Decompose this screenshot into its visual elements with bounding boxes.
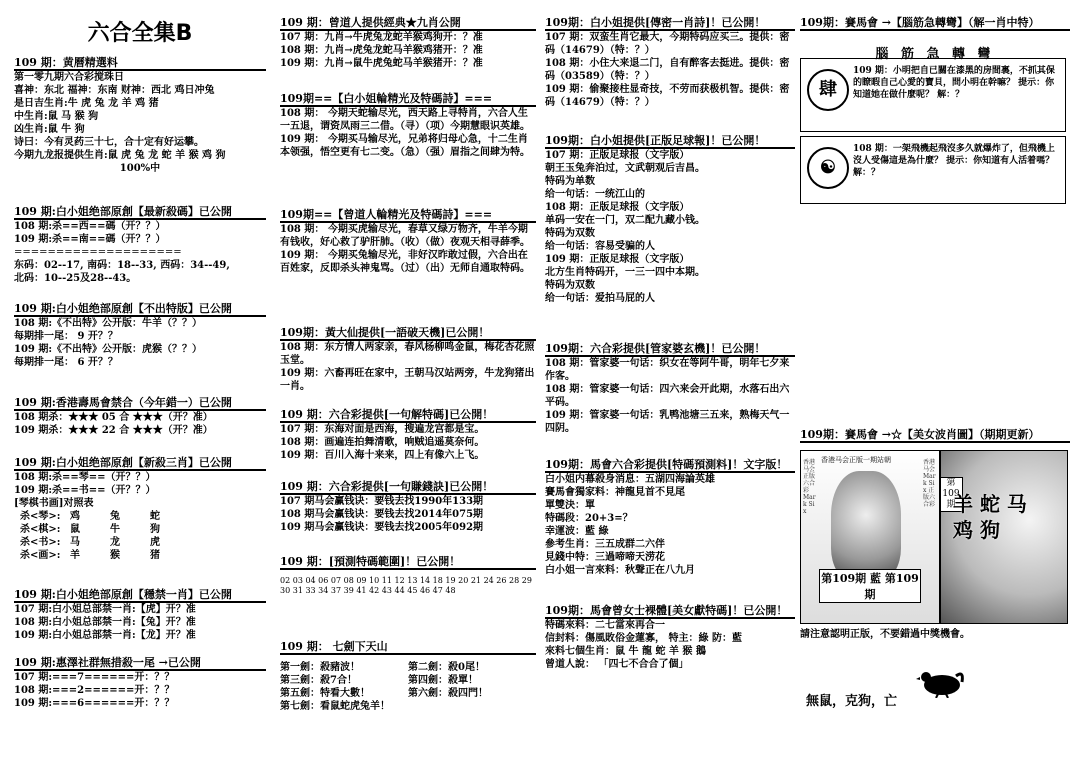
range-header: 109 期：[預測特碼範圍]！已公開！ — [280, 555, 536, 570]
poem1-section: 109期==【白小姐輪精光及特碼詩】=== 108 期： 今期天蛇输尽光，西天路上寻特肖，六合人生一五退，谓资凤雨三二借。（寻）（项）今期慧眼识英雄。 109 期： 今期买马输尽光，兄弟将归母心急，十二生肖本领强，悟空更有七二变。（急）（强）眉指之间肆为特。 — [280, 92, 536, 159]
zodiac-hint-text: 羊 蛇 马 鸡 狗 — [953, 492, 1027, 542]
no-special-header: 109 期:白小姐绝部原創【不出特版】已公開 — [14, 302, 266, 317]
poem3-section: 109期：黃大仙提供[一語破天機]已公開！ 108 期：东方情人两家亲，春风杨柳鸣金鼠，梅花杏花照玉堂。 109 期：六畜再旺在家中，王朝马汉站两旁，牛龙狗猪出一肖。 — [280, 326, 535, 392]
horse-section: 109期：馬會六合彩提供[特碼預測料]！文字版！ 白小姐内幕殺身消息：五湖四海論英雄 賽馬會獨家料：神龍見首不見尾 單雙決：單 特碼段：20+3=？ 幸運波：藍 綠 參考生肖：三五成群二六伴 見錢中特：三過啼啼天涝花 白小姐一言來料：秋聲正在八九月 — [545, 458, 795, 577]
seal-icon: 肆 — [807, 69, 849, 111]
poem1-header: 109期==【白小姐輪精光及特碼詩】=== — [280, 92, 536, 107]
beauty-poster-left: 香港马会正版一期站朝 香港马会 正版六合彩 Mark Six 香港马会 Mark Six 正版六合彩 第109期 藍 第109期 — [800, 450, 940, 624]
notice-section — [800, 628, 1070, 641]
beauty-poster-right — [940, 450, 1068, 624]
football-section: 109期：白小姐提供[正版足球報]！已公開！ 107 期：正版足球报（文字版） 朝王玉兔奔泊过，文武朝观后吉昌。 特码为单数 给一句话：一统江山的 108 期：正版足球报（文字版） 单码一安在一门，双二配九藏小钱。 特码为双数 给一句话：容易受骗的人 109 期：正版足球报（文字版） 北方生肖特码开，一三一四中本期。 特码为双数 给一句话：爱拍马屁的人 — [545, 134, 795, 305]
column-2 — [280, 0, 536, 763]
column-1 — [14, 0, 266, 763]
qin-qi-table: 杀<琴>: 鸡 兔 蛇 杀<棋>: 鼠 牛 狗 杀<书>: 马 龙 虎 杀<画>: 羊 猴 猪 — [20, 511, 160, 561]
calendar-section: 109 期：黄曆精選料 第一零九期六合彩搅珠日 喜神：东北 福神：东南 财神：西北 鸡日冲兔 是日吉生肖:牛 虎 兔 龙 羊 鸡 猪 中生肖:鼠 马 猴 狗 凶生肖:鼠 牛 狗 诗曰：今有灵药三十七，合十定有好运攀。 今期九龙报提供生肖:鼠 虎 兔 龙 蛇 羊 猴 鸡 狗 100%中 — [14, 56, 266, 175]
riddle-2-text: 108 期：一架飛機起飛沒多久就爆炸了，但飛機上沒人受傷這是為什麼？ 提示：你知道有人活着嗎？ 解：？ — [853, 144, 1055, 178]
issue-stamp: 第109期 — [940, 477, 963, 512]
horse-header: 109期：馬會六合彩提供[特碼預測料]！文字版！ — [545, 458, 795, 473]
riddle-card-1 — [800, 58, 1066, 132]
issue-wave-label: 第109期 藍 第109期 — [819, 569, 921, 603]
yin-yang-icon: ☯ — [807, 147, 849, 189]
sword-header: 109 期： 七劍下天山 — [280, 640, 536, 655]
beauty-header: 109期：賽馬會 →☆【美女波肖圖】（期期更新） — [800, 428, 1070, 443]
nude-header: 109期：馬會曾女士裸體[美女獻特碼]！已公開！ — [545, 604, 795, 619]
money-header: 109 期：六合彩提供[一句賺錢訣]已公開！ — [280, 480, 536, 495]
kill-wave-header: 109 期:白小姐绝部原創【最新殺碼】已公開 — [14, 205, 266, 220]
hk-horse-section: 109 期:香港壽馬會禁合（今年錯一）已公開 108 期杀：★★★ 05 合 ★★★（开？准） 109 期杀：★★★ 22 合 ★★★（开？准） — [14, 396, 266, 437]
kill-wave-section: 109 期:白小姐绝部原創【最新殺碼】已公開 108 期:杀==西==碼（开？？） 109 期:杀==南==碼（开？？） ==================== 东码：02--17, 南码：18--33, 西码：34--49, 北码：10--25及28--43。 — [14, 205, 266, 285]
forbidden-header: 109 期:白小姐绝部原創【穩禁一肖】已公開 — [14, 588, 266, 603]
nude-section: 109期：馬會曾女士裸體[美女獻特碼]！已公開！ 特碼來料：二七當來再合一 信封料：傷風敗俗金蓮寡， 特主：綠 防：藍 來料七個生肖：鼠 牛 龍 蛇 羊 猴 鵝 曾道人說： 「四七不合合了個」 — [545, 604, 795, 671]
column-4 — [800, 0, 1070, 763]
money-section: 109 期：六合彩提供[一句賺錢訣]已公開！ 107 期马会赢钱诀：要钱去找1990年133期 108 期马会赢钱诀：要钱去找2014年075期 109 期马会赢钱诀：要钱去找2005年092期 — [280, 480, 536, 534]
range-section — [280, 555, 536, 596]
kill-three-section: 109 期:白小姐绝部原創【新殺三肖】已公開 108 期:杀==琴==（开？？） 109 期:杀==书==（开？？） [琴棋书画]对照表 杀<琴>: 鸡 兔 蛇 杀<棋>: 鼠 牛 狗 杀<书>: 马 龙 虎 杀<画>: 羊 猴 猪 — [14, 456, 266, 562]
range-numbers: 02 03 04 06 07 08 09 10 11 12 13 14 18 19 20 21 24 26 28 29 30 31 33 34 37 39 41 42 43 44 45 46 47 48 — [280, 576, 532, 595]
granny-header: 109期：六合彩提供[管家婆玄機]！已公開！ — [545, 342, 795, 357]
page-title: 六合全集B — [87, 21, 193, 46]
poem2-section: 109期==【曾道人輪精光及特碼詩】=== 108 期： 今期买虎输尽光，春草又绿万物齐，牛羊今期有钱收，好心救了驴肝肺。（收）（做）夜观天相寻薛季。 109 期： 今期买兔输尽光，非好汉昨敢过假，六合出在百姓家，反即杀头神鬼骂。（过）（出）无师自通取特码。 — [280, 208, 536, 275]
tail-section: 109 期:惠澤社群無措殺一尾 →已公開 107 期:===7======开：？？ 108 期:===2======开：？？ 109 期:===6======开：？？ — [14, 656, 266, 710]
portrait-image — [831, 471, 901, 581]
hk-horse-header: 109 期:香港壽馬會禁合（今年錯一）已公開 — [14, 396, 266, 411]
column-3 — [545, 0, 795, 763]
riddle-1-text: 109 期：小明把自已關在漆黑的房間裏，不抓其保的瞭暇自己心愛的寶貝，問小明在幹嘛？ 提示：你知道她在做什麼呢？ 解：？ — [853, 66, 1055, 100]
riddle-card-2 — [800, 136, 1066, 204]
secret-poem-header: 109期：白小姐提供[傳密一肖詩]！已公開！ — [545, 16, 795, 31]
calendar-header: 109 期：黄曆精選料 — [14, 56, 266, 71]
football-header: 109期：白小姐提供[正版足球報]！已公開！ — [545, 134, 795, 149]
notice-text: 請注意認明正版，不要錯過中獎機會。 — [800, 629, 970, 640]
kill-three-header: 109 期:白小姐绝部原創【新殺三肖】已公開 — [14, 456, 266, 471]
sword-section — [280, 640, 536, 713]
brain-header: 109期：賽馬會 →【腦筋急轉彎】（解一肖中特） — [800, 16, 1070, 31]
riddle-header: 109 期：六合彩提供[一句解特碼]已公開！ — [280, 408, 536, 423]
no-special-section: 109 期:白小姐绝部原創【不出特版】已公開 108 期:《不出特》公开版：牛羊（？？） 每期排一尾： 9 开？？ 109 期:《不出特》公开版：虎猴（？？） 每期排一尾： 6 开？？ — [14, 302, 266, 369]
brain-title: 腦 筋 急 轉 彎 — [875, 47, 995, 62]
secret-poem-section: 109期：白小姐提供[傳密一肖詩]！已公開！ 107 期：双蛮生肖它最大，今期特码应买三。提供：密码（14679）（特：？） 108 期：小住大来退二门，自有醉客去挺进。提供：密码（03589）（特：？） 109 期：偷聚接柱显奇技，不劳而获极机智。提供：密码（14679）（特：？） — [545, 16, 795, 109]
poem3-header: 109期：黃大仙提供[一語破天機]已公開！ — [280, 326, 536, 341]
rooster-icon — [916, 668, 966, 698]
granny-section: 109期：六合彩提供[管家婆玄機]！已公開！ 108 期：管家婆一句话：织女在等阿牛哥，明年七夕来作客。 108 期：管家婆一句话：四六来会开此期，水落石出六平码。 109 期：管家婆一句话：乳鸭池塘三五来，熟梅天气一四阴。 — [545, 342, 795, 435]
forbidden-section: 109 期:白小姐绝部原創【穩禁一肖】已公開 107 期:白小姐总部禁一肖:【虎】开？准 108 期:白小姐总部禁一肖:【兔】开？准 109 期:白小姐总部禁一肖:【龙】开？准 — [14, 588, 266, 642]
classic-section: 109 期：曾道人提供經典★九肖公開 107 期：九肖→牛虎兔龙蛇羊猴鸡狗开：？准 108 期：九肖→虎兔龙蛇马羊猴鸡猪开：？准 109 期：九肖→鼠牛虎兔蛇马羊猴猪开：？准 — [280, 16, 536, 70]
riddle-section: 109 期：六合彩提供[一句解特碼]已公開！ 107 期：东海对面是西海，搜遍龙宫都是宝。 108 期：画遍连拍舞清歌，响贼追遥莫奈何。 109 期：百川入海十来来，四上有像六上飞。 — [280, 408, 536, 462]
sword-grid: 第一劍：殺豬波！ 第二劍：殺0尾！ 第三劍：殺7合！ 第四劍：殺單！ 第五劍：特看大數！ 第六劍：殺四門！ 第七劍：看鼠蛇虎兔羊！ — [280, 662, 488, 712]
poem2-header: 109期==【曾道人輪精光及特碼詩】=== — [280, 208, 536, 223]
brain-section — [800, 16, 1070, 62]
beauty-section — [800, 428, 1070, 443]
tail-header: 109 期:惠澤社群無措殺一尾 →已公開 — [14, 656, 266, 671]
classic-header: 109 期：曾道人提供經典★九肖公開 — [280, 16, 536, 31]
footer-text: 無鼠，克狗，亡 — [806, 694, 898, 709]
